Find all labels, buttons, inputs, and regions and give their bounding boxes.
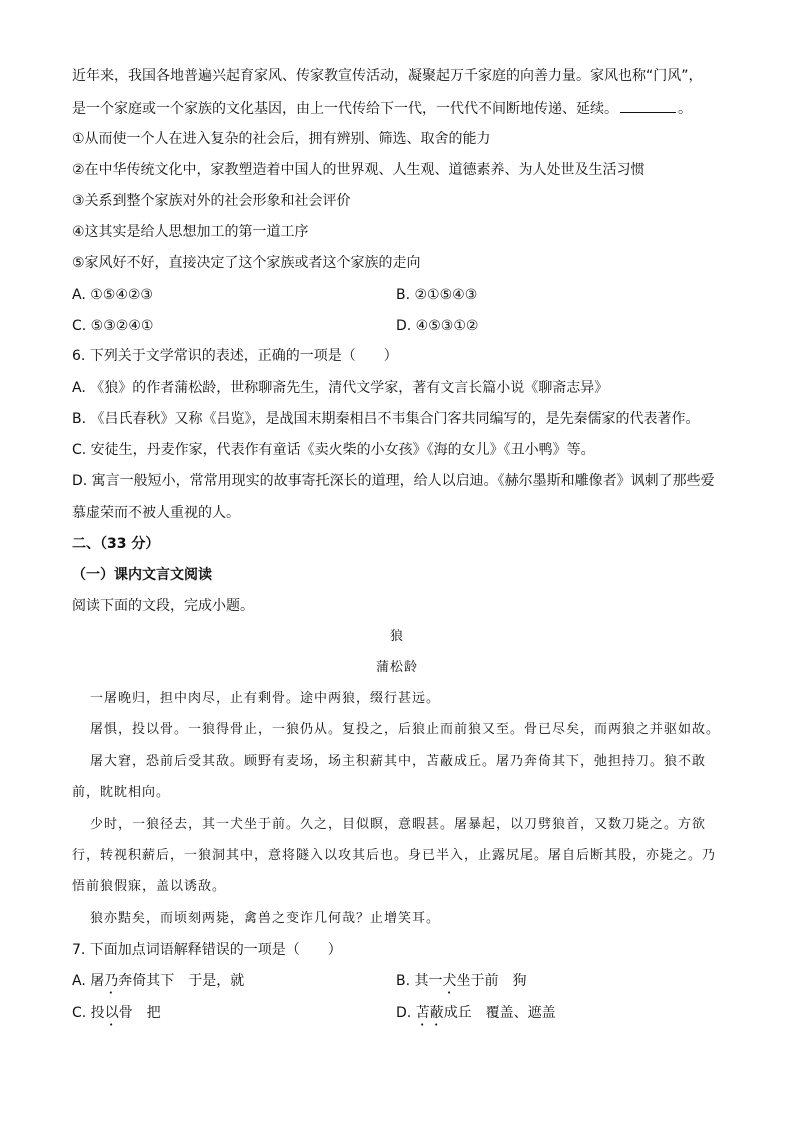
passage-title: 狼	[389, 629, 404, 644]
q7-option-c[interactable]	[72, 1003, 161, 1029]
q5-stem-text: 是一个家庭或一个家族的文化基因，由上一代传给下一代，一代代不间断地传递、延续。	[72, 101, 618, 117]
passage-author: 蒲松龄	[375, 660, 418, 675]
q6-stem: 6. 下列关于文学常识的表述，正确的一项是（ ）	[72, 348, 398, 364]
q7-a-prefix: A. 屠	[72, 973, 105, 989]
q7-d-suffix: 成丘 覆盖、遮盖	[443, 1005, 556, 1021]
q6-option-b[interactable]: B. 《吕氏春秋》又称《吕览》，是战国末期秦相吕不韦集合门客共同编写的，是先秦儒家的代表著作。	[72, 411, 700, 427]
section-subheading: （一）课内文言文阅读	[72, 567, 212, 583]
q5-stem-line2	[72, 98, 692, 119]
q7-a-dotted-word: 乃	[104, 973, 119, 989]
q5-stem-end: 。	[678, 101, 692, 117]
passage-line-8: 狼亦黠矣，而顷刻两毙，禽兽之变诈几何哉？止增笑耳。	[90, 911, 441, 926]
q7-a-suffix: 奔倚其下 于是，就	[118, 973, 245, 989]
q5-option-a[interactable]: A. ①⑤④②③	[72, 287, 153, 303]
q6-option-d-line1[interactable]: D. 寓言一般短小，常常用现实的故事寄托深长的道理，给人以启迪。《赫尔墨斯和雕像者》讽刺了那些爱	[72, 473, 715, 489]
answer-blank[interactable]	[620, 98, 676, 113]
q7-option-a[interactable]	[72, 971, 244, 997]
passage-line-3: 屠大窘，恐前后受其敌。顾野有麦场，场主积薪其中，苫蔽成丘。屠乃奔倚其下，弛担持刀。狼不敢	[90, 754, 707, 769]
q5-item-3: ③关系到整个家族对外的社会形象和社会评价	[72, 193, 351, 209]
reading-instruction: 阅读下面的文段，完成小题。	[72, 598, 254, 614]
q7-b-prefix: B. 其一	[396, 973, 443, 989]
q5-stem-line1: 近年来，我国各地普遍兴起育家风、传家教宣传活动，凝聚起万千家庭的向善力量。家风也称“门风”，	[72, 68, 703, 84]
q7-b-dotted-word: 犬	[442, 973, 457, 989]
q6-option-d-line2: 慕虚荣而不被人重视的人。	[72, 505, 240, 521]
q7-d-dotted-word: 苫蔽	[415, 1005, 444, 1021]
q7-c-dotted-word: 以	[104, 1005, 119, 1021]
q5-item-1: ①从而使一个人在进入复杂的社会后，拥有辨别、筛选、取舍的能力	[72, 131, 491, 147]
q5-item-2: ②在中华传统文化中，家教塑造着中国人的世界观、人生观、道德素养、为人处世及生活习惯	[72, 162, 645, 178]
q5-option-c[interactable]: C. ⑤③②④①	[72, 318, 154, 334]
passage-line-5: 少时，一狼径去，其一犬坐于前。久之，目似瞑，意暇甚。屠暴起，以刀劈狼首，又数刀毙之。方欲	[90, 817, 707, 832]
passage-line-2: 屠惧，投以骨。一狼得骨止，一狼仍从。复投之，后狼止而前狼又至。骨已尽矣，而两狼之并驱如故。	[90, 722, 721, 737]
passage-line-1: 一屠晚归，担中肉尽，止有剩骨。途中两狼，缀行甚远。	[90, 691, 441, 706]
q5-option-b[interactable]: B. ②①⑤④③	[396, 287, 478, 303]
passage-line-4: 前，眈眈相向。	[72, 785, 171, 800]
q6-option-a[interactable]: A. 《狼》的作者蒲松龄，世称聊斋先生，清代文学家，著有文言长篇小说《聊斋志异》	[72, 380, 609, 396]
q5-item-5: ⑤家风好不好，直接决定了这个家族或者这个家族的走向	[72, 255, 421, 271]
q6-option-c[interactable]: C. 安徒生，丹麦作家，代表作有童话《卖火柴的小女孩》《海的女儿》《丑小鸭》等。	[72, 442, 595, 458]
q7-b-suffix: 坐于前 狗	[456, 973, 527, 989]
q5-item-4: ④这其实是给人思想加工的第一道工序	[72, 224, 309, 240]
q5-option-d[interactable]: D. ④⑤③①②	[396, 318, 479, 334]
q7-c-prefix: C. 投	[72, 1005, 105, 1021]
q7-d-prefix: D.	[396, 1005, 416, 1021]
passage-line-7: 悟前狼假寐，盖以诱敌。	[72, 879, 227, 894]
q7-stem: 7. 下面加点词语解释错误的一项是（ ）	[72, 942, 342, 958]
q7-option-b[interactable]	[396, 971, 527, 997]
passage-line-6: 行，转视积薪后，一狼洞其中，意将隧入以攻其后也。身已半入，止露尻尾。屠自后断其股，亦毙之。乃	[72, 848, 717, 863]
section-heading: 二、（33 分）	[72, 536, 160, 552]
q7-option-d[interactable]	[396, 1003, 556, 1029]
q7-c-suffix: 骨 把	[118, 1005, 161, 1021]
